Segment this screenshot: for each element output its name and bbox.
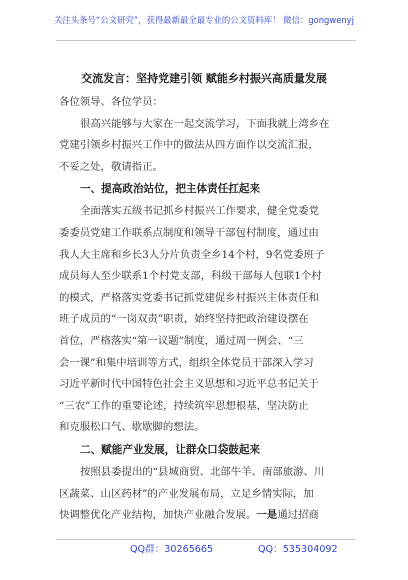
section-1-line: 的模式，严格落实党委书记抓党建促乡村振兴主体责任和 [59, 291, 319, 304]
emphasis-first: 一是 [256, 509, 278, 522]
section-2-line: 区蔬菜、山区药材”的产业发展布局，立足乡情实际，加 [59, 487, 314, 500]
section-1-line: 会一课”和集中培训等方式，组织全体党员干部深入学习 [59, 356, 314, 369]
section-1-line: 首位，严格落实“第一议题”制度，通过周一例会、“三 [59, 334, 304, 347]
intro-line: 很高兴能够与大家在一起交流学习，下面我就上湾乡在 [80, 117, 330, 130]
promo-banner: 关注头条号“公文研究”，获得最新最全最专业的公文资料库！ 微信：gongwenyj [54, 15, 354, 25]
section-2-line [59, 505, 359, 527]
top-divider [56, 40, 356, 41]
section-1-line: 委委员党建工作联系点制度和领导干部包村制度，通过由 [59, 226, 319, 239]
section-1-line: 和克服松口气、歇歇脚的想法。 [59, 421, 205, 434]
section-1-line: “三农”工作的重要论述，持续筑牢思想根基，坚决防止 [59, 399, 309, 412]
bottom-divider [56, 539, 356, 540]
qq-group-label: QQ群：30265665 [130, 544, 214, 555]
section-1-line: 习近平新时代中国特色社会主义思想和习近平总书记关于 [59, 378, 319, 391]
intro-line: 不妥之处，敬请指正。 [59, 160, 163, 173]
section-1-line: 班子成员的“一岗双责”职责，始终坚持把政治建设摆在 [59, 313, 309, 326]
document-body [59, 92, 359, 527]
salutation: 各位领导、各位学员： [59, 96, 163, 108]
section-1-line: 全面落实五级书记抓乡村振兴工作要求，健全党委党 [80, 205, 319, 218]
section-1-line: 我人大主席和乡长3人分片负责全乡14个村，9名党委班子 [59, 248, 325, 261]
section-2-line: 按照县委提出的“县城商贸、北部牛羊、南部旅游、川 [80, 465, 325, 478]
document-title: 交流发言：坚持党建引领 赋能乡村振兴高质量发展 [81, 72, 327, 85]
intro-line: 党建引领乡村振兴工作中的做法从四方面作以交流汇报， [59, 139, 319, 152]
section-1-line: 成员每人至少联系1个村党支部，科级干部每人包联1个村 [59, 270, 322, 283]
section-2-tail: 通过招商 [277, 509, 319, 522]
section-heading-2: 二、赋能产业发展，让群众口袋鼓起来 [80, 443, 261, 456]
section-heading-1: 一、提高政治站位，把主体责任扛起来 [80, 183, 261, 196]
qq-contact-label: QQ：535304092 [258, 544, 338, 555]
section-2-text: 快调整优化产业结构，加快产业融合发展。 [59, 509, 257, 522]
